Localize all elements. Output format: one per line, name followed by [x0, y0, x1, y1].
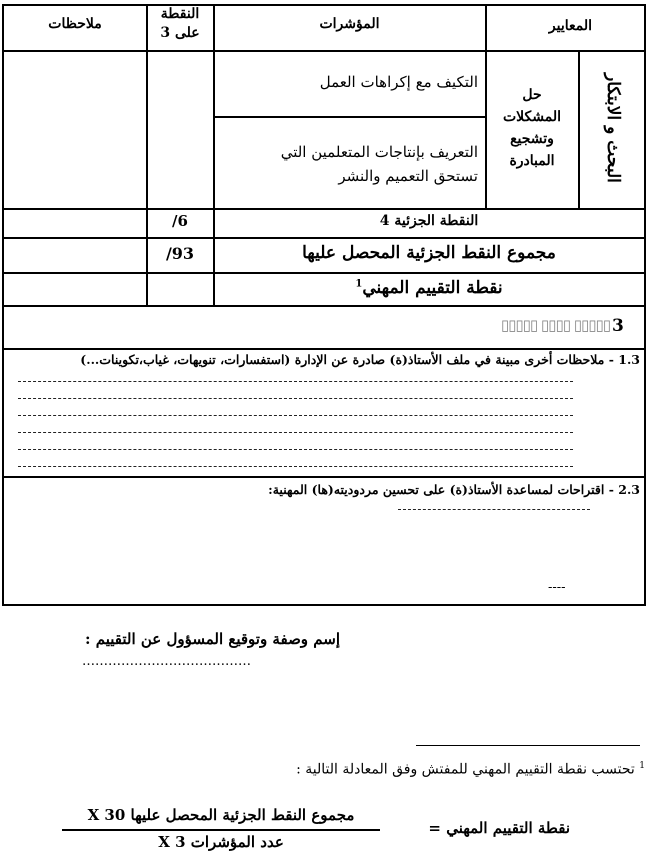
signature-label: إسم وصفة وتوقيع المسؤول عن التقييم :	[85, 630, 340, 648]
footnote-text	[200, 761, 645, 778]
header-criteria: المعايير	[548, 18, 592, 34]
indicator-2	[220, 140, 478, 188]
notes-line-1	[18, 381, 573, 382]
notes-1-3-label: 1.3 - ملاحظات أخرى مبينة في ملف الأستاذ(ة) صادرة عن الإدارة (استفسارات، تنويهات، غياب،تكوينات...)	[80, 352, 640, 367]
formula-lhs: نقطة التقييم المهني =	[428, 819, 570, 837]
footnote-separator	[416, 745, 640, 746]
criterion-line-4: المبادرة	[509, 153, 555, 169]
header-score-line2: على 3	[160, 25, 200, 41]
signature-dots: …………………………………	[82, 654, 251, 669]
indicator-2-line2: تستحق التعميم والنشر	[338, 167, 478, 185]
formula-denominator: عدد المؤشرات X 3	[158, 833, 284, 851]
indicator-2-line1: التعريف بإنتاجات المتعلمين التي	[280, 143, 478, 161]
section3-title-boxes: ▯▯▯▯▯ ▯▯▯▯ ▯▯▯▯▯	[500, 316, 610, 334]
notes-line-6	[18, 466, 573, 467]
evaluation-footnote-mark: 1	[355, 278, 363, 290]
notes-line-2	[18, 398, 573, 399]
evaluation-label: نقطة التقييم المهني	[362, 278, 503, 298]
header-notes: ملاحظات	[48, 16, 102, 32]
partial-score-label: النقطة الجزئية 4	[379, 213, 479, 229]
suggestions-dash-line	[398, 509, 590, 510]
suggestions-short-dash: ----	[548, 580, 566, 595]
criterion-line-2: المشكلات	[502, 109, 561, 125]
notes-line-5	[18, 449, 573, 450]
footnote-body: تحتسب نقطة التقييم المهني للمفتش وفق المعادلة التالية :	[296, 761, 635, 778]
suggestions-2-3-label: 2.3 - اقتراحات لمساعدة الأستاذ(ة) على تحسين مردوديته(ها) المهنية:	[268, 482, 640, 497]
section3-number: 3	[612, 316, 624, 336]
header-score-line1: النقطة	[160, 6, 200, 22]
criterion-line-1: حل	[522, 87, 542, 103]
footnote-mark: 1	[639, 761, 645, 771]
notes-line-4	[18, 432, 573, 433]
notes-line-3	[18, 415, 573, 416]
header-score	[147, 5, 213, 43]
section-label-vertical: البحث و الابتكار	[603, 73, 623, 183]
criterion-text	[486, 84, 578, 172]
total-value: /93	[165, 244, 195, 263]
formula-fraction-bar	[62, 829, 380, 831]
criterion-line-3: وتشجيع	[510, 131, 554, 147]
evaluation-row-label	[214, 278, 644, 298]
indicator-1: التكيف مع إكراهات العمل	[319, 73, 478, 91]
total-label: مجموع النقط الجزئية المحصل عليها	[302, 243, 556, 263]
header-indicators: المؤشرات	[319, 16, 380, 32]
partial-score-value: /6	[172, 212, 188, 230]
formula-numerator: مجموع النقط الجزئية المحصل عليها X 30	[87, 806, 355, 824]
